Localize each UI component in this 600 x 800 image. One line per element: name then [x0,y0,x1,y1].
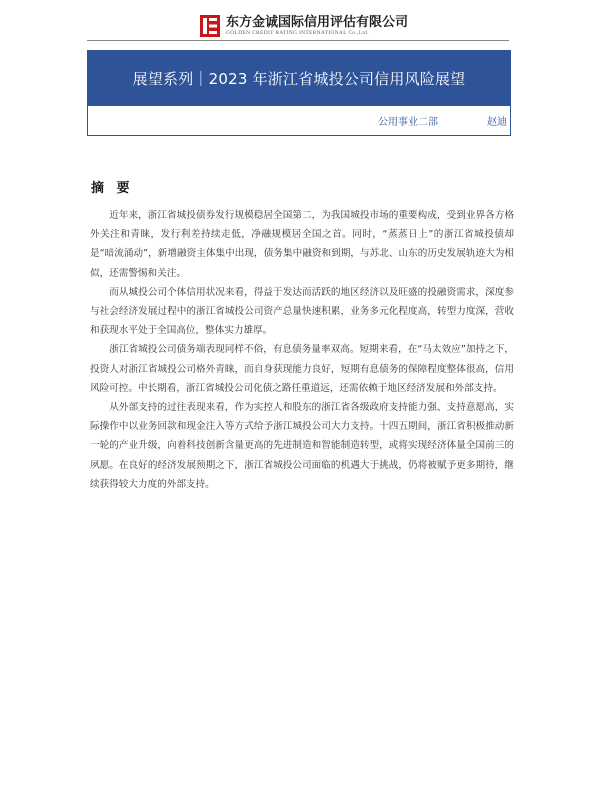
company-logo [200,14,408,38]
report-title: 展望系列｜2023 年浙江省城投公司信用风险展望 [132,69,466,88]
company-logo-icon [200,15,220,37]
abstract-paragraph: 浙江省城投公司债务端表现同样不俗，有息债务量率双高。短期来看，在“马太效应”加持之下，投资人对浙江省城投公司格外青睐，而自身获现能力良好，短期有息债务的保障程度整体很高，信用风险可控。中长期看，浙江省城投公司化债之路任重道远，还需依赖于地区经济发展和外部支持。 [90,344,514,394]
company-name: 东方金诚国际信用评估有限公司 [226,14,409,30]
abstract-paragraph: 而从城投公司个体信用状况来看，得益于发达而活跃的地区经济以及旺盛的投融资需求，深度参与社会经济发展过程中的浙江省城投公司资产总量快速积累，业务多元化程度高，转型力度深，营收和获现水平处于全国高位，整体实力雄厚。 [90,286,514,337]
title-banner [87,50,511,106]
author-department: 公用事业二部 [378,117,438,128]
author-bar [87,106,511,136]
author-name: 赵迪 [487,117,507,128]
abstract-paragraph: 从外部支持的过往表现来看，作为实控人和股东的浙江省各级政府支持能力强、支持意愿高，实际操作中以业务回款和现金注入等方式给予浙江城投公司大力支持。十四五期间，浙江省积极推动新一轮的产业升级，向着科技创新含量更高的先进制造和智能制造转型，或将实现经济体量全国前三的夙愿。在良好的经济发展预期之下，浙江省城投公司面临的机遇大于挑战，仍将被赋予更多期待，继续获得较大力度的外部支持。 [90,402,514,490]
company-name-en: GOLDEN CREDIT RATING INTERNATIONAL Co.,Ltd. [226,29,369,36]
header-divider [87,40,509,41]
abstract-heading: 摘 要 [91,181,134,196]
abstract-body [90,206,514,494]
abstract-paragraph: 近年来，浙江省城投债券发行规模稳居全国第二，为我国城投市场的重要构成，受到业界各方格外关注和青睐，发行利差持续走低，净融规模居全国之首。同时，“蒸蒸日上”的浙江省城投债却是“暗流涌动”，新增融资主体集中出现，债务集中融资和到期，与苏北、山东的历史发展轨迹大为相似，还需警惕和关注。 [90,210,514,279]
